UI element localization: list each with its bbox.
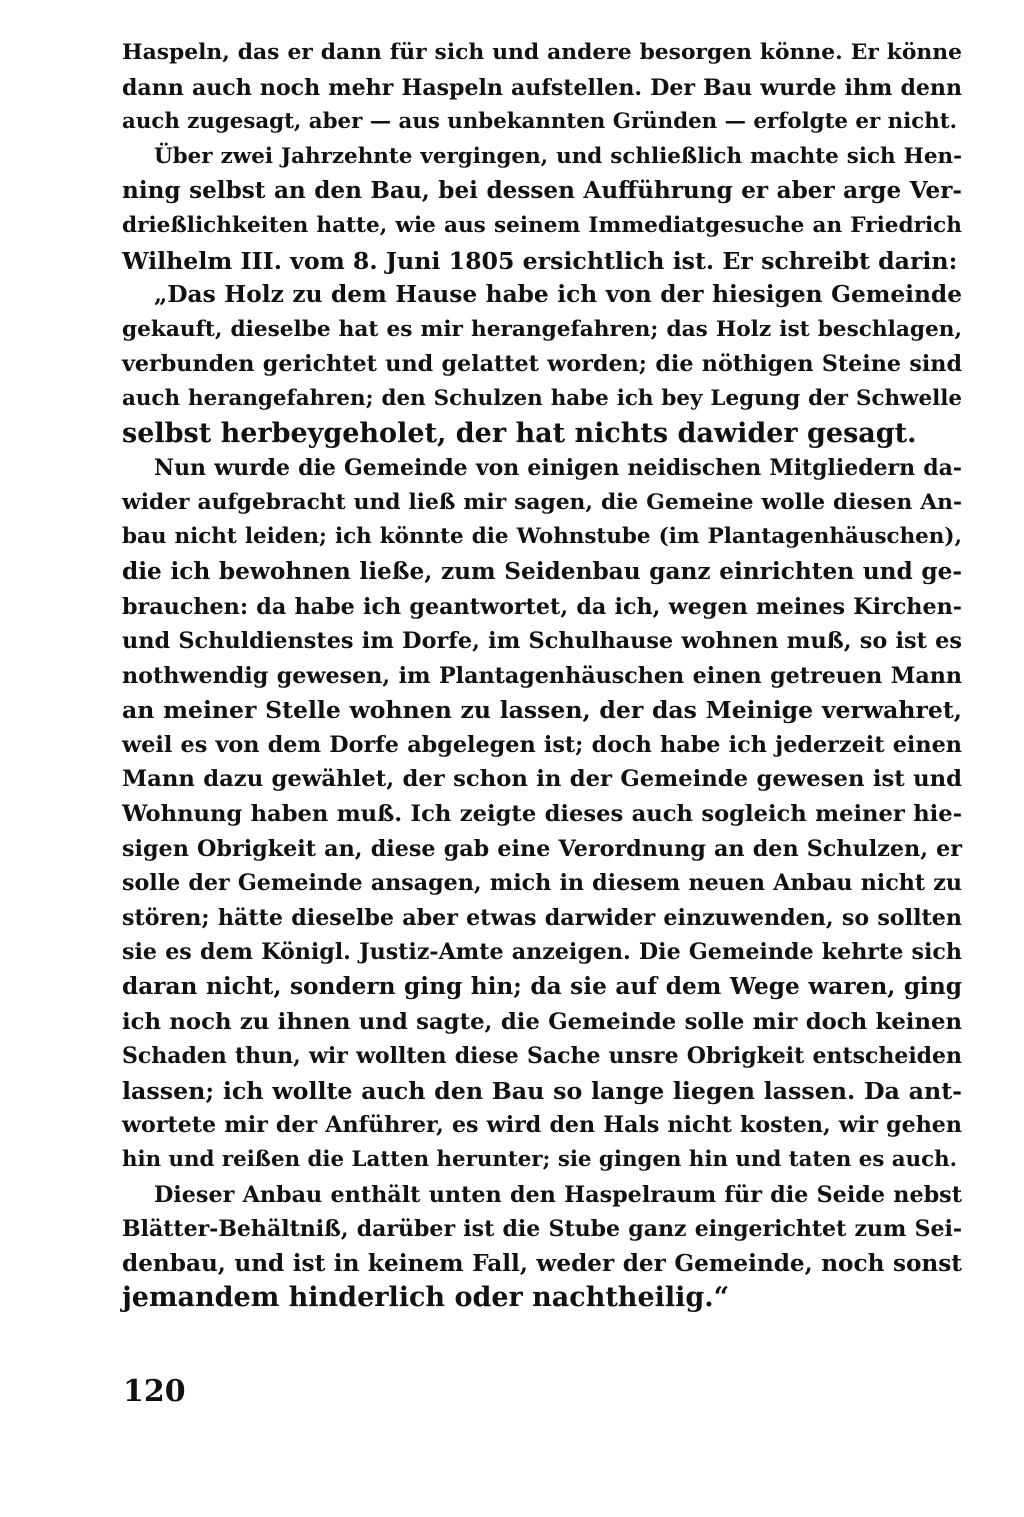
text-line: daran nicht, sondern ging hin; da sie auf dem Wege waren, ging: [122, 973, 962, 1001]
text-line: „Das Holz zu dem Hause habe ich von der hiesigen Gemeinde: [154, 281, 962, 309]
text-line: drießlichkeiten hatte, wie aus seinem Immediatgesuche an Friedrich: [122, 212, 962, 238]
text-line: brauchen: da habe ich geantwortet, da ich, wegen meines Kirchen-: [122, 593, 962, 620]
text-line: wortete mir der Anführer, es wird den Hals nicht kosten, wir gehen: [122, 1112, 962, 1139]
text-line: weil es von dem Dorfe abgelegen ist; doch habe ich jederzeit einen: [122, 731, 962, 758]
text-line: solle der Gemeinde ansagen, mich in diesem neuen Anbau nicht zu: [122, 870, 962, 897]
text-line: die ich bewohnen ließe, zum Seidenbau ganz einrichten und ge-: [122, 557, 962, 585]
text-line: ich noch zu ihnen und sagte, die Gemeinde solle mir doch keinen: [122, 1008, 962, 1035]
text-line: bau nicht leiden; ich könnte die Wohnstube (im Plantagenhäuschen),: [122, 524, 962, 550]
text-line: Über zwei Jahrzehnte vergingen, und schließlich machte sich Hen-: [154, 143, 962, 169]
text-line: sigen Obrigkeit an, diese gab eine Verordnung an den Schulzen, er: [122, 835, 962, 862]
text-line: dann auch noch mehr Haspeln aufstellen. Der Bau wurde ihm denn: [122, 74, 962, 101]
text-line: Haspeln, das er dann für sich und andere besorgen könne. Er könne: [122, 40, 962, 65]
text-line: Mann dazu gewählet, der schon in der Gemeinde gewesen ist und: [122, 766, 962, 793]
text-line: Nun wurde die Gemeinde von einigen neidischen Mitgliedern da-: [154, 455, 962, 482]
text-line: jemandem hinderlich oder nachtheilig.“: [122, 1282, 730, 1314]
text-line: auch herangefahren; den Schulzen habe ich bey Legung der Schwelle: [122, 385, 962, 411]
text-line: ning selbst an den Bau, bei dessen Aufführung er aber arge Ver-: [122, 177, 962, 205]
text-line: Schaden thun, wir wollten diese Sache unsre Obrigkeit entscheiden: [122, 1043, 962, 1070]
text-line: hin und reißen die Latten herunter; sie gingen hin und taten es auch.: [122, 1147, 958, 1172]
page-number: 120: [123, 1374, 186, 1409]
text-line: Blätter-Behältniß, darüber ist die Stube ganz eingerichtet zum Sei-: [122, 1216, 962, 1243]
text-line: nothwendig gewesen, im Plantagenhäuschen einen getreuen Mann: [122, 662, 962, 689]
text-line: wider aufgebracht und ließ mir sagen, die Gemeine wolle diesen An-: [122, 489, 962, 515]
text-line: an meiner Stelle wohnen zu lassen, der das Meinige verwahret,: [122, 696, 962, 725]
text-line: Dieser Anbau enthält unten den Haspelraum für die Seide nebst: [154, 1181, 962, 1208]
text-line: selbst herbeygeholet, der hat nichts dawider gesagt.: [122, 417, 917, 449]
text-line: und Schuldienstes im Dorfe, im Schulhause wohnen muß, so ist es: [122, 628, 962, 655]
text-line: auch zugesagt, aber — aus unbekannten Gründen — erfolgte er nicht.: [122, 109, 958, 135]
text-line: sie es dem Königl. Justiz-Amte anzeigen. Die Gemeinde kehrte sich: [122, 939, 962, 966]
text-line: Wilhelm III. vom 8. Juni 1805 ersichtlich ist. Er schreibt darin:: [122, 246, 958, 275]
body-text: [122, 36, 962, 1316]
text-line: verbunden gerichtet und gelattet worden; die nöthigen Steine sind: [122, 351, 962, 378]
text-line: gekauft, dieselbe hat es mir herangefahren; das Holz ist beschlagen,: [122, 316, 962, 342]
text-line: stören; hätte dieselbe aber etwas darwider einzuwenden, so sollten: [122, 904, 962, 931]
text-line: lassen; ich wollte auch den Bau so lange liegen lassen. Da ant-: [122, 1076, 962, 1105]
text-line: denbau, und ist in keinem Fall, weder der Gemeinde, noch sonst: [122, 1249, 962, 1277]
text-line: Wohnung haben muß. Ich zeigte dieses auch sogleich meiner hie-: [122, 801, 962, 828]
